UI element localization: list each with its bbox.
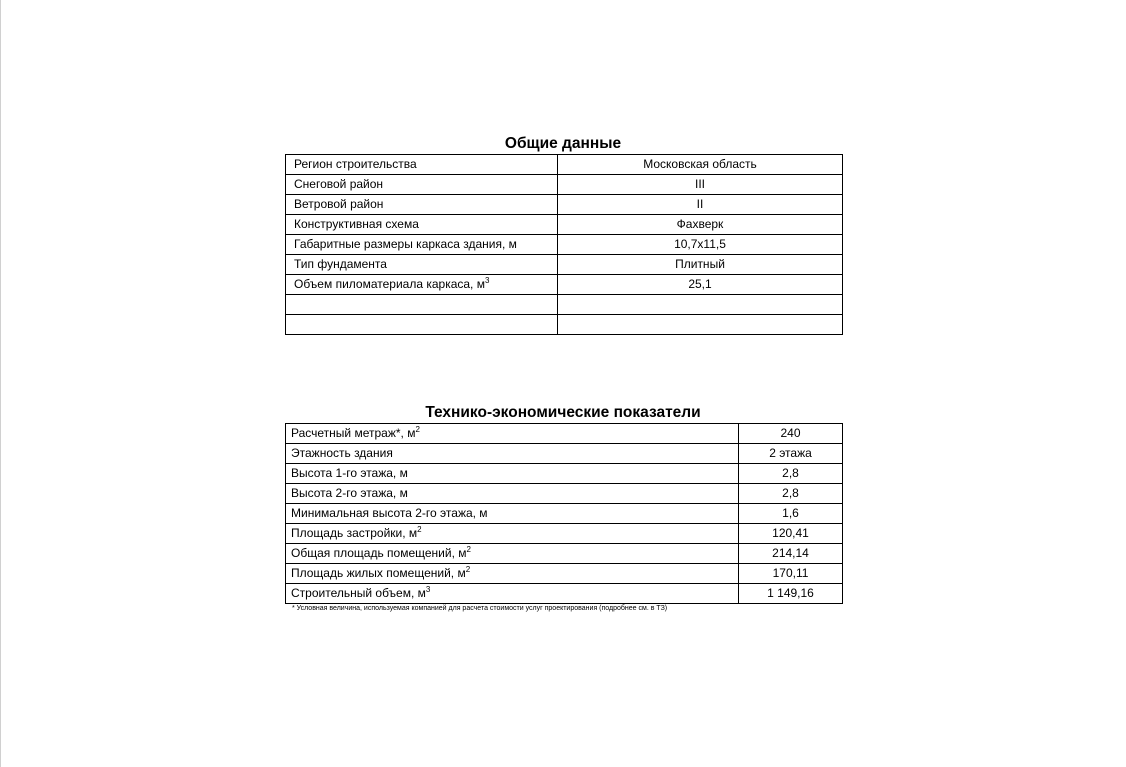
table-row <box>286 255 843 275</box>
row-value: 240 <box>739 424 843 444</box>
row-label: Площадь жилых помещений, $м^2$ <box>286 564 739 584</box>
row-label: Объем пиломатериала каркаса, $м^3$ <box>286 275 558 295</box>
row-label <box>286 315 558 335</box>
row-value: 2 этажа <box>739 444 843 464</box>
row-value: 2,8 <box>739 484 843 504</box>
row-value: 25,1 <box>558 275 843 295</box>
table-row <box>286 484 843 504</box>
row-value: 10,7x11,5 <box>558 235 843 255</box>
indicators-title: Технико-экономические показатели <box>425 404 701 421</box>
row-value <box>558 295 843 315</box>
footnote: * Условная величина, используемая компанией для расчета стоимости услуг проектирования (подробнее см. в ТЗ) <box>292 605 668 612</box>
indicators-table <box>285 423 843 604</box>
general-data-table <box>285 154 843 335</box>
row-label: Минимальная высота 2-го этажа, м <box>286 504 739 524</box>
row-label: Регион строительства <box>286 155 558 175</box>
row-label: Высота 1-го этажа, м <box>286 464 739 484</box>
table-row <box>286 464 843 484</box>
row-label: Конструктивная схема <box>286 215 558 235</box>
table-row <box>286 544 843 564</box>
page-left-border <box>0 0 1 767</box>
row-label: Тип фундамента <box>286 255 558 275</box>
table-row <box>286 215 843 235</box>
table-row <box>286 524 843 544</box>
row-label <box>286 295 558 315</box>
table-row <box>286 444 843 464</box>
row-value: 2,8 <box>739 464 843 484</box>
table-row <box>286 584 843 604</box>
row-value: 1,6 <box>739 504 843 524</box>
row-label: Этажность здания <box>286 444 739 464</box>
row-label: Габаритные размеры каркаса здания, м <box>286 235 558 255</box>
table-row <box>286 564 843 584</box>
row-value: 1 149,16 <box>739 584 843 604</box>
table-row <box>286 235 843 255</box>
table-row <box>286 155 843 175</box>
row-value: Плитный <box>558 255 843 275</box>
row-label: Площадь застройки, $м^2$ <box>286 524 739 544</box>
row-value: Фахверк <box>558 215 843 235</box>
row-label: Общая площадь помещений, $м^2$ <box>286 544 739 564</box>
row-value: III <box>558 175 843 195</box>
table-row <box>286 295 843 315</box>
row-value: Московская область <box>558 155 843 175</box>
table-row <box>286 275 843 295</box>
row-value <box>558 315 843 335</box>
row-value: 170,11 <box>739 564 843 584</box>
row-value: 214,14 <box>739 544 843 564</box>
row-label: Расчетный метраж*, $м^2$ <box>286 424 739 444</box>
general-data-title: Общие данные <box>504 135 622 152</box>
table-row <box>286 504 843 524</box>
table-row <box>286 195 843 215</box>
row-label: Снеговой район <box>286 175 558 195</box>
table-row <box>286 175 843 195</box>
table-row <box>286 424 843 444</box>
row-label: Ветровой район <box>286 195 558 215</box>
row-value: 120,41 <box>739 524 843 544</box>
table-row <box>286 315 843 335</box>
row-label: Высота 2-го этажа, м <box>286 484 739 504</box>
row-label: Строительный объем, $м^3$ <box>286 584 739 604</box>
row-value: II <box>558 195 843 215</box>
